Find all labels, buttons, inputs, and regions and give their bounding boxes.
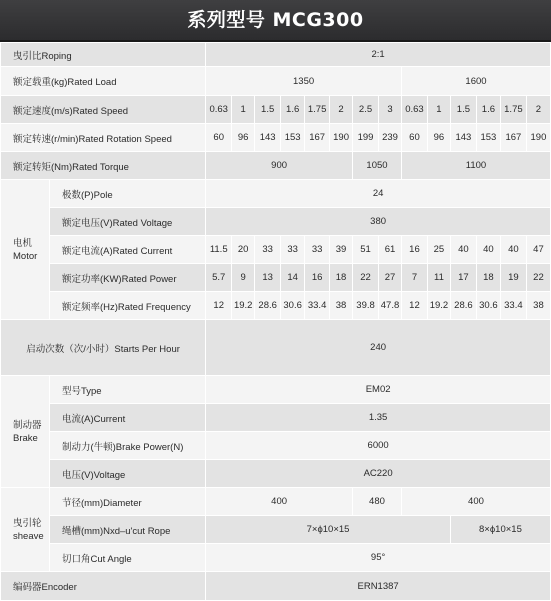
rated-rotation-cell: 167 (500, 124, 526, 152)
page-title: 系列型号 MCG300 (0, 0, 551, 42)
rated-rotation-cell: 153 (281, 124, 305, 152)
brake-type-label: 型号Type (49, 376, 205, 404)
table-row (1, 292, 551, 320)
sheave-diameter-value: 480 (353, 488, 402, 516)
rated-speed-cell: 1 (232, 96, 255, 124)
encoder-value: ERN1387 (206, 572, 551, 601)
motor-pole-label: 极数(P)Pole (49, 180, 205, 208)
roping-value: 2:1 (206, 43, 551, 67)
motor-frequency-cell: 12 (401, 292, 427, 320)
rated-speed-cell: 1.6 (281, 96, 305, 124)
motor-current-cell: 40 (450, 236, 476, 264)
rated-rotation-cell: 239 (379, 124, 402, 152)
brake-power-label: 制动力(牛顿)Brake Power(N) (49, 432, 205, 460)
rated-rotation-cell: 143 (450, 124, 476, 152)
rated-rotation-cell: 96 (427, 124, 450, 152)
motor-power-cell: 13 (255, 264, 281, 292)
rated-rotation-cell: 60 (401, 124, 427, 152)
rated-speed-cell: 0.63 (206, 96, 232, 124)
motor-power-cell: 11 (427, 264, 450, 292)
motor-current-cell: 20 (232, 236, 255, 264)
motor-current-cell: 33 (305, 236, 330, 264)
rated-speed-cell: 2 (330, 96, 353, 124)
rated-load-value: 1600 (401, 67, 550, 96)
motor-frequency-cell: 28.6 (255, 292, 281, 320)
motor-frequency-cell: 12 (206, 292, 232, 320)
motor-power-cell: 27 (379, 264, 402, 292)
rated-speed-cell: 1.6 (476, 96, 500, 124)
table-row (1, 432, 551, 460)
motor-power-cell: 22 (353, 264, 379, 292)
rated-speed-cell: 1.5 (450, 96, 476, 124)
motor-frequency-cell: 30.6 (281, 292, 305, 320)
motor-current-cell: 33 (281, 236, 305, 264)
motor-power-cell: 14 (281, 264, 305, 292)
rated-torque-value: 900 (206, 152, 353, 180)
motor-power-cell: 9 (232, 264, 255, 292)
table-row (1, 67, 551, 96)
spec-table (0, 42, 551, 601)
motor-current-cell: 40 (476, 236, 500, 264)
sheave-cut-angle-label: 切口角Cut Angle (49, 544, 205, 572)
motor-frequency-cell: 47.8 (379, 292, 402, 320)
table-row (1, 264, 551, 292)
motor-frequency-cell: 33.4 (500, 292, 526, 320)
table-row (1, 208, 551, 236)
table-row (1, 320, 551, 376)
brake-group (1, 376, 50, 488)
motor-frequency-cell: 19.2 (427, 292, 450, 320)
motor-voltage-value: 380 (206, 208, 551, 236)
brake-current-value: 1.35 (206, 404, 551, 432)
motor-frequency-cell: 28.6 (450, 292, 476, 320)
motor-power-cell: 19 (500, 264, 526, 292)
motor-frequency-label: 额定频率(Hz)Rated Frequency (49, 292, 205, 320)
table-row (1, 180, 551, 208)
table-row (1, 516, 551, 544)
roping-label: 曳引比Roping (1, 43, 206, 67)
sheave-rope-value: 8×ϕ10×15 (450, 516, 550, 544)
brake-voltage-label: 电压(V)Voltage (49, 460, 205, 488)
rated-rotation-label: 额定转速(r/min)Rated Rotation Speed (1, 124, 206, 152)
rated-torque-value: 1050 (353, 152, 402, 180)
rated-rotation-cell: 190 (330, 124, 353, 152)
rated-speed-cell: 1.5 (255, 96, 281, 124)
table-row (1, 572, 551, 601)
motor-frequency-cell: 38 (526, 292, 550, 320)
motor-current-cell: 25 (427, 236, 450, 264)
rated-rotation-cell: 153 (476, 124, 500, 152)
table-row (1, 376, 551, 404)
rated-load-value: 1350 (206, 67, 402, 96)
motor-power-label: 额定功率(KW)Rated Power (49, 264, 205, 292)
sheave-rope-label: 绳槽(mm)Nxd–u'cut Rope (49, 516, 205, 544)
rated-torque-label: 额定转矩(Nm)Rated Torque (1, 152, 206, 180)
motor-current-cell: 11.5 (206, 236, 232, 264)
motor-group-en: Motor (13, 250, 38, 262)
rated-speed-cell: 2 (526, 96, 550, 124)
sheave-diameter-value: 400 (206, 488, 353, 516)
motor-current-cell: 39 (330, 236, 353, 264)
motor-current-cell: 33 (255, 236, 281, 264)
sheave-group-cn: 曳引轮 (13, 517, 42, 529)
table-row (1, 544, 551, 572)
rated-speed-cell: 1.75 (500, 96, 526, 124)
starts-label: 启动次数（次/小时）Starts Per Hour (1, 320, 206, 376)
table-row (1, 96, 551, 124)
motor-current-cell: 51 (353, 236, 379, 264)
motor-power-cell: 22 (526, 264, 550, 292)
table-row (1, 404, 551, 432)
rated-speed-cell: 1 (427, 96, 450, 124)
motor-voltage-label: 额定电压(V)Rated Voltage (49, 208, 205, 236)
rated-load-label: 额定载重(kg)Rated Load (1, 67, 206, 96)
motor-power-cell: 16 (305, 264, 330, 292)
starts-value: 240 (206, 320, 551, 376)
rated-rotation-cell: 199 (353, 124, 379, 152)
motor-power-cell: 5.7 (206, 264, 232, 292)
rated-speed-cell: 0.63 (401, 96, 427, 124)
table-row (1, 124, 551, 152)
motor-current-cell: 16 (401, 236, 427, 264)
table-row (1, 236, 551, 264)
motor-frequency-cell: 30.6 (476, 292, 500, 320)
table-row (1, 488, 551, 516)
motor-frequency-cell: 33.4 (305, 292, 330, 320)
sheave-cut-angle-value: 95° (206, 544, 551, 572)
brake-power-value: 6000 (206, 432, 551, 460)
rated-speed-label: 额定速度(m/s)Rated Speed (1, 96, 206, 124)
rated-rotation-cell: 143 (255, 124, 281, 152)
table-row (1, 43, 551, 67)
table-row (1, 152, 551, 180)
motor-frequency-cell: 19.2 (232, 292, 255, 320)
brake-voltage-value: AC220 (206, 460, 551, 488)
brake-current-label: 电流(A)Current (49, 404, 205, 432)
sheave-rope-value: 7×ϕ10×15 (206, 516, 451, 544)
rated-speed-cell: 1.75 (305, 96, 330, 124)
brake-group-en: Brake (13, 432, 38, 444)
motor-current-label: 额定电流(A)Rated Current (49, 236, 205, 264)
motor-power-cell: 18 (330, 264, 353, 292)
rated-rotation-cell: 190 (526, 124, 550, 152)
rated-rotation-cell: 60 (206, 124, 232, 152)
motor-pole-value: 24 (206, 180, 551, 208)
rated-speed-cell: 3 (379, 96, 402, 124)
sheave-group-en: sheave (13, 530, 44, 542)
motor-current-cell: 47 (526, 236, 550, 264)
encoder-label: 编码器Encoder (1, 572, 206, 601)
motor-group (1, 180, 50, 320)
motor-group-cn: 电机 (13, 237, 33, 249)
rated-torque-value: 1100 (401, 152, 550, 180)
table-row (1, 460, 551, 488)
motor-power-cell: 18 (476, 264, 500, 292)
motor-frequency-cell: 38 (330, 292, 353, 320)
motor-current-cell: 40 (500, 236, 526, 264)
sheave-diameter-value: 400 (401, 488, 550, 516)
sheave-group (1, 488, 50, 572)
motor-frequency-cell: 39.8 (353, 292, 379, 320)
sheave-diameter-label: 节径(mm)Diameter (49, 488, 205, 516)
motor-power-cell: 7 (401, 264, 427, 292)
rated-speed-cell: 2.5 (353, 96, 379, 124)
brake-group-cn: 制动器 (13, 419, 42, 431)
brake-type-value: EM02 (206, 376, 551, 404)
rated-rotation-cell: 167 (305, 124, 330, 152)
rated-rotation-cell: 96 (232, 124, 255, 152)
motor-power-cell: 17 (450, 264, 476, 292)
motor-current-cell: 61 (379, 236, 402, 264)
